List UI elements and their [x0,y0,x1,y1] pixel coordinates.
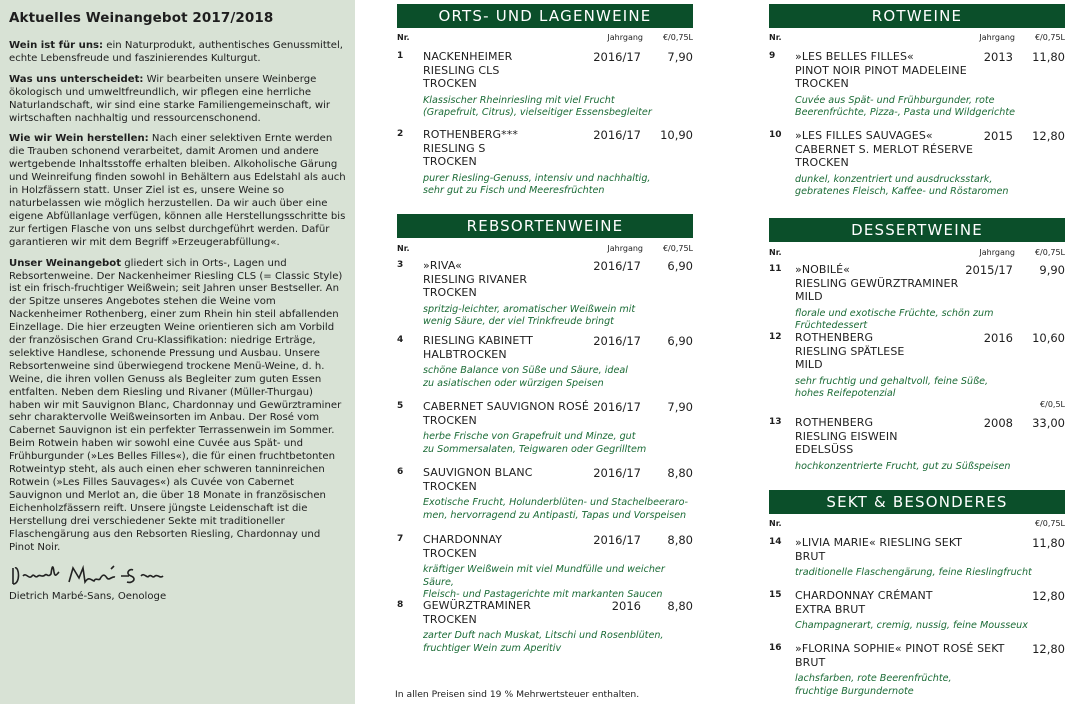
wine-description: Champagnerart, cremig, nussig, feine Mousseux [795,620,1028,631]
column-labels [769,247,1065,261]
wine-price: 12,80 [1032,642,1065,656]
section-header-orts: ORTS- UND LAGENWEINE [397,4,693,28]
wine-vintage: 2016/17 [593,533,641,547]
column-labels [769,32,1065,46]
wine-name: »RIVA« RIESLING RIVANER TROCKEN [423,259,528,299]
wine-description: purer Riesling-Genuss, intensiv und nachhaltig, sehr gut zu Fisch und Meeresfrüchten [423,172,651,197]
price-label-half: €/0,5L [1040,400,1065,409]
wine-description: traditionelle Flaschengärung, feine Rieslingfrucht [795,567,1032,578]
wine-price: 11,80 [1032,536,1065,550]
intro-panel [0,0,355,704]
column-labels [769,518,1065,532]
wine-number: 15 [769,590,782,600]
wine-name: NACKENHEIMER RIESLING CLS TROCKEN [423,50,513,90]
wine-price: 7,90 [667,50,693,64]
wine-number: 12 [769,332,782,342]
jahrgang-label: Jahrgang [979,33,1015,42]
wine-column-right [769,0,1065,704]
wine-description: dunkel, konzentriert und ausdrucksstark, gebratenes Fleisch, Kaffee- und Röstaromen [795,173,1009,198]
column-labels [397,32,693,46]
wine-price: 12,80 [1032,129,1065,143]
jahrgang-label: Jahrgang [607,244,643,253]
wine-vintage: 2016/17 [593,50,641,64]
wine-name: CHARDONNAY CRÉMANT EXTRA BRUT [795,589,933,616]
wine-price: 12,80 [1032,589,1065,603]
wine-number: 10 [769,130,782,140]
wine-number: 9 [769,51,776,61]
wine-name: CHARDONNAY TROCKEN [423,533,503,560]
wine-price: 6,90 [667,334,693,348]
wine-price: 10,60 [1032,331,1065,345]
wine-number: 4 [397,335,404,345]
nr-label: Nr. [769,519,782,528]
wine-description: Exotische Frucht, Holunderblüten- und Stachelbeeraro- men, hervorragend zu Antipasti, Tapas und Vorspeisen [423,497,688,521]
wine-column-left [397,0,693,704]
wine-name: »LIVIA MARIE« RIESLING SEKT BRUT [795,536,963,563]
wine-number: 7 [397,534,404,544]
wine-price: 33,00 [1032,416,1065,430]
wine-vintage: 2016/17 [593,466,641,480]
wine-name: RIESLING KABINETT HALBTROCKEN [423,334,533,361]
wine-number: 5 [397,401,404,411]
intro-heading-3: Wie wir Wein herstellen: [9,133,149,145]
price-label: €/0,75L [662,33,693,42]
nr-label: Nr. [397,244,410,253]
wine-price: 9,90 [1039,263,1065,277]
intro-text-4: gliedert sich in Orts-, Lagen und Rebsortenweine. Der Nackenheimer Riesling CLS (= Classic Style) ist ein frisch-fruchtiger Weißwein; seit Jahren unser Bestseller. An der Spitze unseres Angebotes stehen die Weine vom Nackenheimer Rothenberg, einer zum Rhein hin steil abfallenden Einzellage. Die hier erzeugten Weine orientieren sich am Vorbild der französischen Grand Cru-Klassifikation: niedrige Erträge, selektive Handlese, schonende Pressung und Ausbau. Unsere Rebsortenweine sind überwiegend trockene Menü-Weine, d. h. Weine, die ihren vollen Genuss als Begleiter zum guten Essen entfalten. Neben dem Riesling und Rivaner (Müller-Thurgau) haben wir mit Sauvignon Blanc, Chardonnay und Gewürztraminer sehr charaktervolle Weißweinsorten im Anbau. Der Rosé vom Cabernet Sauvignon ist ein perfekter Terrassenwein im Sommer. Beim Rotwein haben wir sowohl eine Cuvée aus Spät- und Frühburgunder (»Les Belles Filles«), die für einen fruchtbetonten Rotweintyp steht, als auch einen eher schweren tanninreichen Rotwein (»Les Filles Sauvages«) als Cuvée von Cabernet Sauvignon und Merlot an, die über 18 Monate in französischen Eichenholzfässern reift. Unsere jüngste Leidenschaft ist die Herstellung drei verschiedener Sekte mit traditioneller Flaschengärung aus den Rebsorten Riesling, Chardonnay und Pinot Noir. [9,257,343,553]
wine-number: 11 [769,264,782,274]
wine-name: ROTHENBERG RIESLING EISWEIN EDELSÜSS [795,416,898,456]
wine-name: GEWÜRZTRAMINER TROCKEN [423,599,531,626]
wine-description: spritzig-leichter, aromatischer Weißwein mit wenig Säure, der viel Trinkfreude bringt [423,303,636,328]
wine-vintage: 2016/17 [593,259,641,273]
wine-vintage: 2016 [983,331,1013,345]
price-label: €/0,75L [1034,33,1065,42]
page-title: Aktuelles Weinangebot 2017/2018 [9,10,274,26]
wine-price: 8,80 [667,599,693,613]
wine-number: 13 [769,417,782,427]
section-header-dessert: DESSERTWEINE [769,218,1065,242]
wine-description: herbe Frische von Grapefruit und Minze, gut zu Sommersalaten, Teigwaren oder Gegrilltem [423,431,647,455]
wine-number: 2 [397,129,404,139]
intro-text-1: ein Naturprodukt, authentisches Genussmittel, echte Lebensfreude und faszinierendes Kulturgut. [9,40,343,64]
wine-name: »LES BELLES FILLES« PINOT NOIR PINOT MADELEINE TROCKEN [795,50,967,90]
wine-name: »NOBILÉ« RIESLING GEWÜRZTRAMINER MILD [795,263,959,303]
intro-heading-1: Wein ist für uns: [9,40,104,51]
wine-description: zarter Duft nach Muskat, Litschi und Rosenblüten, fruchtiger Wein zum Aperitiv [423,630,664,654]
price-label: €/0,75L [1034,248,1065,257]
wine-number: 8 [397,600,404,610]
nr-label: Nr. [769,33,782,42]
wine-price: 7,90 [667,400,693,414]
section-header-sekt: SEKT & BESONDERES [769,490,1065,514]
nr-label: Nr. [397,33,410,42]
section-header-rot: ROTWEINE [769,4,1065,28]
wine-number: 14 [769,537,782,547]
vat-footnote: In allen Preisen sind 19 % Mehrwertsteuer enthalten. [395,689,640,700]
jahrgang-label: Jahrgang [607,33,643,42]
wine-vintage: 2008 [983,416,1013,430]
nr-label: Nr. [769,248,782,257]
intro-text-2: Wir bearbeiten unsere Weinberge ökologisch und umweltfreundlich, wir pflegen eine herrliche Naturlandschaft, wir sind eine starke Familiengemeinschaft, wir wirtschaften nachhaltig und ressourcenschonend. [9,73,331,124]
wine-description: kräftiger Weißwein mit viel Mundfülle und weicher Säure, Fleisch- und Pastagerichte mit markanten Saucen [423,564,665,601]
section-header-reb: REBSORTENWEINE [397,214,693,238]
intro-paragraph-4 [9,258,347,555]
intro-heading-4: Unser Weinangebot [9,257,122,269]
wine-description: sehr fruchtig und gehaltvoll, feine Süße, hohes Reifepotenzial [795,375,989,400]
wine-name: SAUVIGNON BLANC TROCKEN [423,466,533,493]
wine-vintage: 2016/17 [593,400,641,414]
wine-vintage: 2016/17 [593,128,641,142]
wine-description: Klassischer Rheinriesling mit viel Frucht (Grapefruit, Citrus), vielseitiger Essensbegleiter [423,94,652,119]
jahrgang-label: Jahrgang [979,248,1015,257]
wine-vintage: 2016/17 [593,334,641,348]
wine-price: 8,80 [667,466,693,480]
wine-description: schöne Balance von Süße und Säure, ideal zu asiatischen oder würzigen Speisen [423,365,628,389]
signer-name: Dietrich Marbé-Sans, Oenologe [9,591,167,603]
wine-vintage: 2016 [611,599,641,613]
wine-number: 3 [397,260,404,270]
intro-text-3: Nach einer selektiven Ernte werden die Trauben schonend verarbeitet, damit Aromen und andere wertgebende Inhaltsstoffe erhalten bleiben. Alkoholische Gärung und Weinreifung finden sowohl in Behältern aus Edelstahl als auch in Holzfässern statt. Unser Ziel ist es, unsere Weine so naturbelassen wie möglich herzustellen. Da wir auch über eine eigene Abfüllanlage verfügen, können alle Herstellungsschritte bis zur fertigen Flasche von uns selbst durchgeführt werden. Dafür garantieren wir mit dem Begriff »Erzeugerabfüllung«. [9,133,346,248]
wine-price: 10,90 [660,128,693,142]
wine-name: ROTHENBERG RIESLING SPÄTLESE MILD [795,331,905,371]
wine-name: »FLORINA SOPHIE« PINOT ROSÉ SEKT BRUT [795,642,1005,669]
intro-paragraph-3 [9,133,347,249]
wine-description: lachsfarben, rote Beerenfrüchte, fruchtige Burgundernote [795,673,952,697]
wine-vintage: 2013 [983,50,1013,64]
wine-number: 16 [769,643,782,653]
wine-name: ROTHENBERG*** RIESLING S TROCKEN [423,128,518,168]
wine-vintage: 2015/17 [965,263,1013,277]
wine-description: hochkonzentrierte Frucht, gut zu Süßspeisen [795,460,1011,472]
wine-price: 11,80 [1032,50,1065,64]
column-labels [397,243,693,257]
price-label: €/0,75L [1034,519,1065,528]
wine-price: 6,90 [667,259,693,273]
signature-image [9,562,347,588]
wine-number: 6 [397,467,404,477]
wine-number: 1 [397,51,404,61]
intro-paragraph-2 [9,74,347,126]
price-label: €/0,75L [662,244,693,253]
wine-description: florale und exotische Früchte, schön zum Früchtedessert [795,307,994,332]
wine-name: »LES FILLES SAUVAGES« CABERNET S. MERLOT RÉSERVE TROCKEN [795,129,974,169]
wine-vintage: 2015 [983,129,1013,143]
wine-name: CABERNET SAUVIGNON ROSÉ TROCKEN [423,400,589,427]
wine-price: 8,80 [667,533,693,547]
intro-heading-2: Was uns unterscheidet: [9,73,144,85]
intro-paragraph-1 [9,40,347,66]
wine-description: Cuvée aus Spät- und Frühburgunder, rote Beerenfrüchte, Pizza-, Pasta und Wildgerichte [795,94,1015,119]
